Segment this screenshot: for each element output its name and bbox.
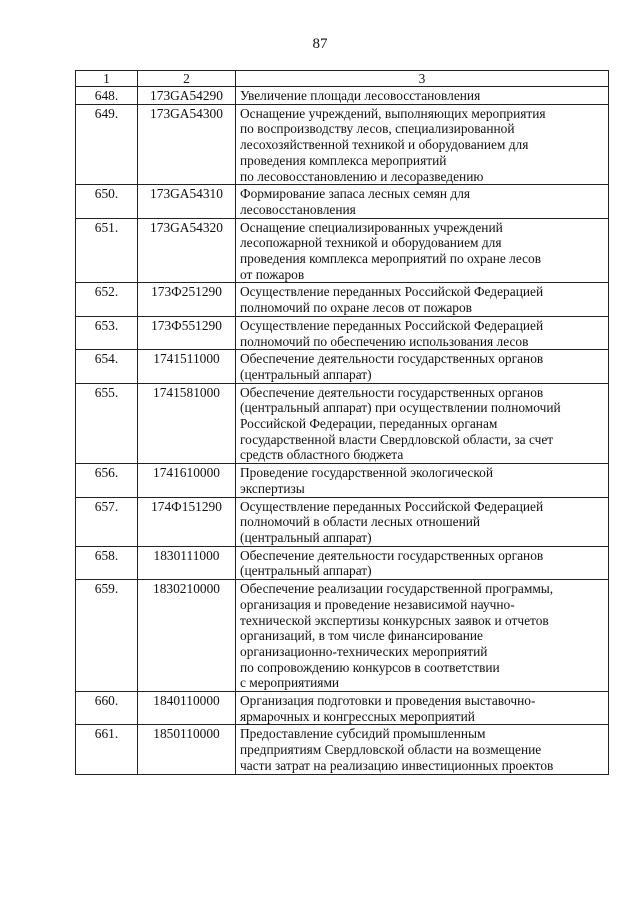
row-description: Обеспечение деятельности государственных органов (центральный аппарат) при осуществлении полномочий Российской Федерации, переданных органам государственной власти Свердловской области, за счет средств областного бюджета: [236, 383, 609, 464]
row-number: 656.: [76, 464, 138, 497]
row-number: 650.: [76, 185, 138, 218]
row-code: 173Ф551290: [138, 316, 236, 349]
table-row: [76, 497, 609, 546]
row-code: 173GA54310: [138, 185, 236, 218]
column-header-2: 2: [138, 71, 236, 87]
row-number: 652.: [76, 283, 138, 316]
row-code: 1741581000: [138, 383, 236, 464]
row-number: 649.: [76, 104, 138, 185]
row-number: 661.: [76, 725, 138, 774]
row-description: Осуществление переданных Российской Федерацией полномочий по обеспечению использования лесов: [236, 316, 609, 349]
table-row: [76, 464, 609, 497]
page-number: 87: [312, 36, 328, 52]
row-number: 651.: [76, 218, 138, 283]
table-row: [76, 546, 609, 579]
table-row: [76, 383, 609, 464]
row-number: 658.: [76, 546, 138, 579]
row-number: 648.: [76, 87, 138, 105]
table-row: [76, 185, 609, 218]
row-number: 659.: [76, 580, 138, 692]
table-row: [76, 104, 609, 185]
row-description: Осуществление переданных Российской Федерацией полномочий по охране лесов от пожаров: [236, 283, 609, 316]
table-row: [76, 283, 609, 316]
row-code: 174Ф151290: [138, 497, 236, 546]
row-number: 655.: [76, 383, 138, 464]
table-row: [76, 692, 609, 725]
table-row: [76, 725, 609, 774]
row-code: 173GA54300: [138, 104, 236, 185]
row-description: Предоставление субсидий промышленным предприятиям Свердловской области на возмещение части затрат на реализацию инвестиционных проектов: [236, 725, 609, 774]
row-code: 1850110000: [138, 725, 236, 774]
row-description: Осуществление переданных Российской Федерацией полномочий в области лесных отношений (центральный аппарат): [236, 497, 609, 546]
row-code: 1741511000: [138, 350, 236, 383]
row-description: Обеспечение реализации государственной программы, организация и проведение независимой научно- технической экспертизы конкурсных заявок и отчетов организаций, в том числе финансирование организационно-технических мероприятий по сопровождению конкурсов в соответствии с мероприятиями: [236, 580, 609, 692]
table-row: [76, 350, 609, 383]
table-row: [76, 218, 609, 283]
row-number: 660.: [76, 692, 138, 725]
row-code: 173Ф251290: [138, 283, 236, 316]
column-header-3: 3: [236, 71, 609, 87]
row-number: 654.: [76, 350, 138, 383]
header-row: [76, 71, 609, 87]
row-description: Проведение государственной экологической экспертизы: [236, 464, 609, 497]
row-code: 1830210000: [138, 580, 236, 692]
registry-table: [75, 70, 609, 775]
table-row: [76, 580, 609, 692]
table-row: [76, 87, 609, 105]
row-number: 657.: [76, 497, 138, 546]
row-description: Оснащение специализированных учреждений лесопожарной техникой и оборудованием для проведения комплекса мероприятий по охране лесов от пожаров: [236, 218, 609, 283]
row-code: 1830111000: [138, 546, 236, 579]
column-header-1: 1: [76, 71, 138, 87]
row-code: 1840110000: [138, 692, 236, 725]
row-description: Увеличение площади лесовосстановления: [236, 87, 609, 105]
row-description: Обеспечение деятельности государственных органов (центральный аппарат): [236, 546, 609, 579]
row-description: Обеспечение деятельности государственных органов (центральный аппарат): [236, 350, 609, 383]
row-number: 653.: [76, 316, 138, 349]
table-row: [76, 316, 609, 349]
row-code: 173GA54320: [138, 218, 236, 283]
row-description: Оснащение учреждений, выполняющих мероприятия по воспроизводству лесов, специализированной лесохозяйственной техникой и оборудованием для проведения комплекса мероприятий по лесовосстановлению и лесоразведению: [236, 104, 609, 185]
row-code: 1741610000: [138, 464, 236, 497]
row-description: Формирование запаса лесных семян для лесовосстановления: [236, 185, 609, 218]
row-description: Организация подготовки и проведения выставочно- ярмарочных и конгрессных мероприятий: [236, 692, 609, 725]
row-code: 173GA54290: [138, 87, 236, 105]
